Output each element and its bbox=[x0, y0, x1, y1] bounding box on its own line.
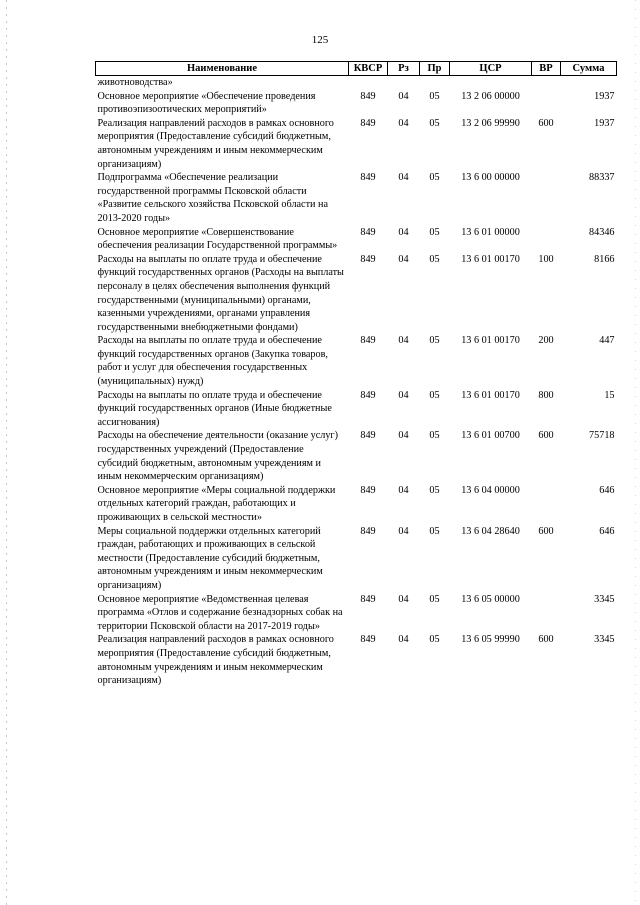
cell-vr: 600 bbox=[538, 430, 554, 442]
cell-rz bbox=[388, 76, 420, 90]
cell-vr: 200 bbox=[538, 335, 554, 347]
cell-kvsr: 849 bbox=[360, 90, 376, 102]
scan-edge-right bbox=[635, 0, 636, 905]
cell-sum: 8166 bbox=[594, 253, 615, 265]
cell-name: Основное мероприятие «Ведомственная целевая программа «Отлов и содержание безнадзорных собак на территории Псковской области на 2017-2019 годы» bbox=[97, 593, 343, 632]
cell-csr: 13 6 01 00170 bbox=[461, 253, 520, 265]
cell-vr: 800 bbox=[538, 389, 554, 401]
cell-name: Расходы на выплаты по оплате труда и обеспечение функций государственных органов (Закупка товаров, работ и услуг для обеспечения государственных (муниципальных) нужд) bbox=[97, 335, 328, 388]
cell-name: Расходы на обеспечение деятельности (оказание услуг) государственных учреждений (Предоставление субсидий бюджетным, автономным учреждениям и иным некоммерческим организациям) bbox=[97, 430, 339, 483]
table-row bbox=[96, 171, 617, 225]
cell-vr bbox=[532, 76, 561, 90]
cell-name: Расходы на выплаты по оплате труда и обеспечение функций государственных органов (Иные бюджетные ассигнования) bbox=[97, 389, 332, 428]
table-row bbox=[96, 90, 617, 117]
table-row bbox=[96, 253, 617, 335]
cell-pr: 05 bbox=[429, 430, 440, 442]
cell-sum: 75718 bbox=[589, 430, 615, 442]
cell-pr: 05 bbox=[429, 389, 440, 401]
cell-kvsr bbox=[349, 76, 388, 90]
cell-sum: 15 bbox=[604, 389, 615, 401]
cell-name: Меры социальной поддержки отдельных категорий граждан, работающих и проживающих в сельской местности (Предоставление субсидий бюджетным, автономным учреждениям и иным некоммерческим организациям) bbox=[97, 525, 323, 591]
cell-rz: 04 bbox=[398, 484, 409, 496]
cell-rz: 04 bbox=[398, 430, 409, 442]
table-row bbox=[96, 484, 617, 525]
cell-pr: 05 bbox=[429, 172, 440, 184]
cell-rz: 04 bbox=[398, 335, 409, 347]
cell-pr: 05 bbox=[429, 90, 440, 102]
cell-kvsr: 849 bbox=[360, 634, 376, 646]
table-row bbox=[96, 226, 617, 253]
cell-kvsr: 849 bbox=[360, 484, 376, 496]
table-row bbox=[96, 593, 617, 634]
cell-sum: 1937 bbox=[594, 117, 615, 129]
table-row bbox=[96, 334, 617, 388]
cell-rz: 04 bbox=[398, 593, 409, 605]
cell-pr: 05 bbox=[429, 335, 440, 347]
table-row bbox=[96, 76, 617, 90]
cell-vr bbox=[532, 90, 561, 117]
cell-vr: 600 bbox=[538, 117, 554, 129]
cell-pr bbox=[420, 76, 450, 90]
cell-name: Расходы на выплаты по оплате труда и обеспечение функций государственных органов (Расходы на выплаты персоналу в целях обеспечения выполнения функций государственными (муниципальными) органами, казенными учреждениями, органами управления государственными внебюджетными фондами) bbox=[97, 253, 344, 333]
cell-vr: 600 bbox=[538, 634, 554, 646]
cell-vr: 100 bbox=[538, 253, 554, 265]
cell-sum: 646 bbox=[599, 484, 615, 496]
cell-kvsr: 849 bbox=[360, 117, 376, 129]
cell-rz: 04 bbox=[398, 525, 409, 537]
cell-rz: 04 bbox=[398, 226, 409, 238]
cell-csr: 13 2 06 00000 bbox=[461, 90, 520, 102]
cell-name: Основное мероприятие «Меры социальной поддержки отдельных категорий граждан, работающих и проживающих в сельской местности» bbox=[97, 484, 336, 523]
cell-kvsr: 849 bbox=[360, 389, 376, 401]
cell-name: Реализация направлений расходов в рамках основного мероприятия (Предоставление субсидий бюджетным, автономным учреждениям и иным некоммерческим организациям) bbox=[97, 634, 334, 687]
cell-csr: 13 6 01 00170 bbox=[461, 335, 520, 347]
cell-kvsr: 849 bbox=[360, 253, 376, 265]
cell-kvsr: 849 bbox=[360, 226, 376, 238]
scan-edge-left bbox=[6, 0, 7, 905]
cell-rz: 04 bbox=[398, 90, 409, 102]
table-row bbox=[96, 389, 617, 430]
cell-sum bbox=[561, 76, 617, 90]
table-header-row bbox=[96, 62, 617, 76]
cell-pr: 05 bbox=[429, 593, 440, 605]
cell-vr: 600 bbox=[538, 525, 554, 537]
cell-sum: 84346 bbox=[589, 226, 615, 238]
cell-vr bbox=[532, 226, 561, 253]
cell-csr: 13 6 00 00000 bbox=[461, 172, 520, 184]
cell-vr bbox=[532, 484, 561, 525]
table-row bbox=[96, 117, 617, 171]
cell-name: животноводства» bbox=[97, 77, 173, 88]
cell-kvsr: 849 bbox=[360, 525, 376, 537]
cell-csr: 13 6 04 28640 bbox=[461, 525, 520, 537]
table-row bbox=[96, 525, 617, 593]
header-kvsr: КВСР bbox=[349, 62, 388, 76]
cell-csr: 13 6 05 99990 bbox=[461, 634, 520, 646]
page-number: 125 bbox=[311, 34, 329, 46]
budget-table bbox=[95, 61, 617, 688]
cell-csr bbox=[450, 76, 532, 90]
table-row bbox=[96, 633, 617, 687]
header-csr: ЦСР bbox=[450, 62, 532, 76]
cell-sum: 3345 bbox=[594, 593, 615, 605]
cell-vr bbox=[532, 171, 561, 225]
cell-csr: 13 6 01 00170 bbox=[461, 389, 520, 401]
cell-rz: 04 bbox=[398, 634, 409, 646]
cell-pr: 05 bbox=[429, 634, 440, 646]
cell-rz: 04 bbox=[398, 253, 409, 265]
cell-sum: 88337 bbox=[589, 172, 615, 184]
cell-pr: 05 bbox=[429, 253, 440, 265]
cell-rz: 04 bbox=[398, 389, 409, 401]
cell-csr: 13 6 04 00000 bbox=[461, 484, 520, 496]
cell-sum: 646 bbox=[599, 525, 615, 537]
cell-pr: 05 bbox=[429, 525, 440, 537]
cell-pr: 05 bbox=[429, 226, 440, 238]
cell-kvsr: 849 bbox=[360, 593, 376, 605]
cell-kvsr: 849 bbox=[360, 172, 376, 184]
table-row bbox=[96, 429, 617, 483]
header-name: Наименование bbox=[96, 62, 349, 76]
table-body bbox=[96, 76, 617, 688]
cell-sum: 1937 bbox=[594, 90, 615, 102]
cell-kvsr: 849 bbox=[360, 430, 376, 442]
cell-csr: 13 6 05 00000 bbox=[461, 593, 520, 605]
cell-name: Основное мероприятие «Обеспечение проведения противоэпизоотических мероприятий» bbox=[97, 90, 316, 116]
cell-csr: 13 6 01 00000 bbox=[461, 226, 520, 238]
cell-name: Основное мероприятие «Совершенствование обеспечения реализации Государственной программы» bbox=[97, 226, 338, 252]
header-sum: Сумма bbox=[561, 62, 617, 76]
cell-rz: 04 bbox=[398, 117, 409, 129]
header-rz: Рз bbox=[388, 62, 420, 76]
cell-csr: 13 6 01 00700 bbox=[461, 430, 520, 442]
cell-name: Подпрограмма «Обеспечение реализации государственной программы Псковской области «Развитие сельского хозяйства Псковской области на 2013-2020 годы» bbox=[97, 172, 329, 224]
cell-sum: 3345 bbox=[594, 634, 615, 646]
header-vr: ВР bbox=[532, 62, 561, 76]
cell-rz: 04 bbox=[398, 172, 409, 184]
cell-kvsr: 849 bbox=[360, 335, 376, 347]
cell-csr: 13 2 06 99990 bbox=[461, 117, 520, 129]
header-pr: Пр bbox=[420, 62, 450, 76]
cell-pr: 05 bbox=[429, 484, 440, 496]
cell-name: Реализация направлений расходов в рамках основного мероприятия (Предоставление субсидий бюджетным, автономным учреждениям и иным некоммерческим организациям) bbox=[97, 117, 334, 170]
cell-pr: 05 bbox=[429, 117, 440, 129]
cell-sum: 447 bbox=[599, 335, 615, 347]
cell-vr bbox=[532, 593, 561, 634]
